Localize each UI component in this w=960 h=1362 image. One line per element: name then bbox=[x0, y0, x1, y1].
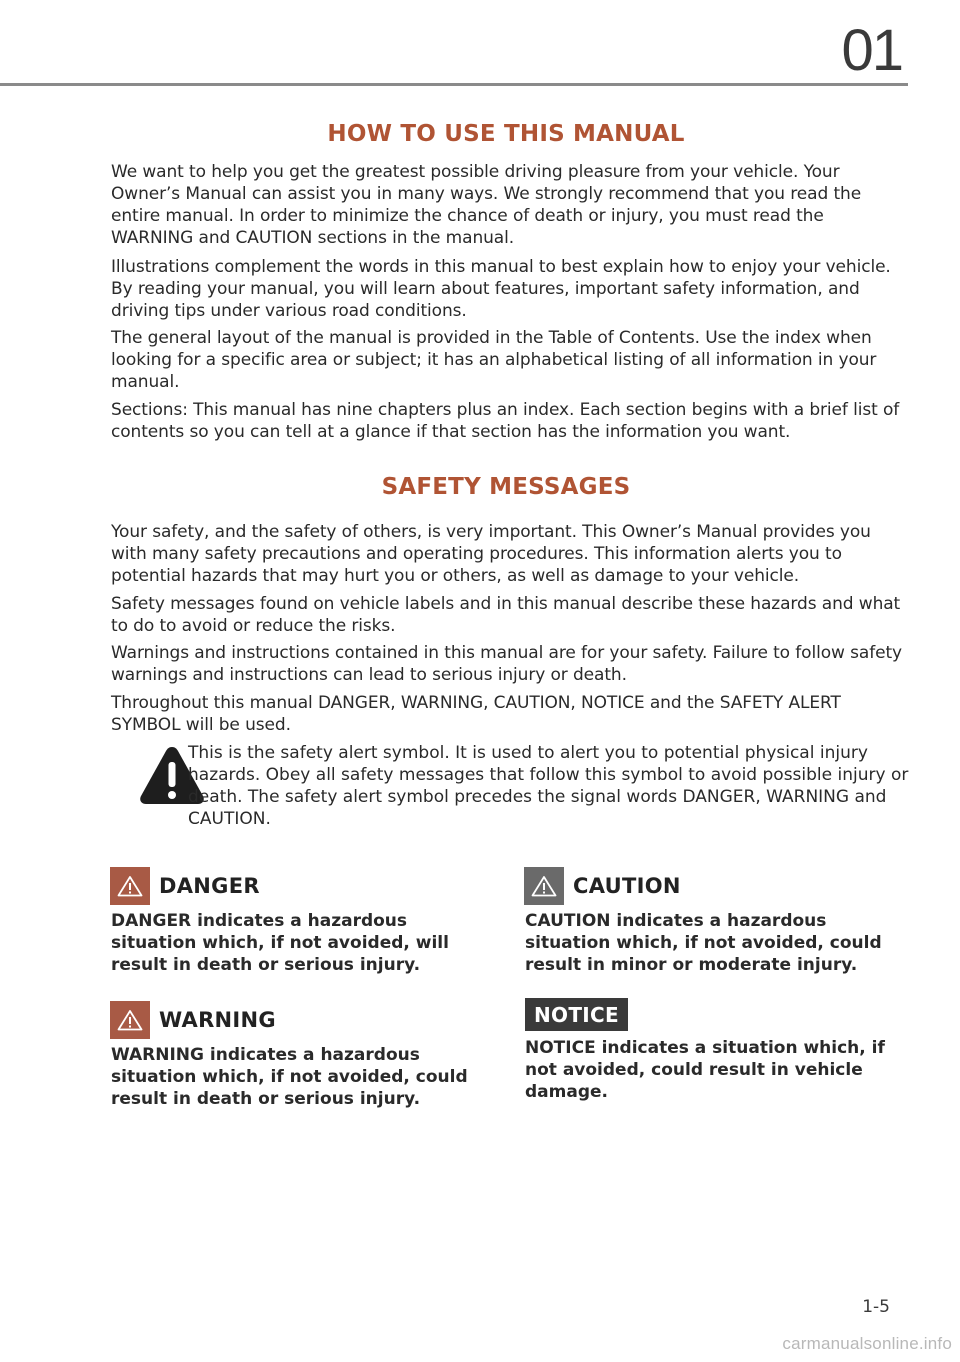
caution-label: CAUTION bbox=[573, 874, 681, 898]
safety-paragraph: Your safety, and the safety of others, is very important. This Owner’s Manual provides you with many safety precautions and operating procedures. This information alerts you to potential hazards that may hurt you or others, as well as damage to your vehicle. bbox=[111, 522, 871, 586]
page-number: 1-5 bbox=[862, 1297, 890, 1317]
warning-triangle-icon bbox=[117, 875, 143, 897]
alert-symbol-description: This is the safety alert symbol. It is used to alert you to potential physical injury hazards. Obey all safety messages that follow this symbol to avoid possible injury or death. The safety alert symbol precedes the signal words DANGER, WARNING and CAUTION. bbox=[188, 743, 909, 829]
header-divider bbox=[0, 83, 908, 86]
warning-description: WARNING indicates a hazardous situation which, if not avoided, could result in death or serious injury. bbox=[111, 1045, 468, 1109]
warning-triangle-icon bbox=[531, 875, 557, 897]
warning-signal bbox=[110, 1001, 276, 1039]
how-to-title: HOW TO USE THIS MANUAL bbox=[327, 121, 685, 147]
danger-label: DANGER bbox=[159, 874, 260, 898]
how-to-paragraph: We want to help you get the greatest possible driving pleasure from your vehicle. Your Owner’s Manual can assist you in many ways. We strongly recommend that you read the entire manual. In order to minimize the chance of death or injury, you must read the WARNING and CAUTION sections in the manual. bbox=[111, 162, 862, 248]
how-to-paragraph: Illustrations complement the words in this manual to best explain how to enjoy your vehicle. By reading your manual, you will learn about features, important safety information, and driving tips under various road conditions. bbox=[111, 257, 891, 321]
danger-signal bbox=[110, 867, 260, 905]
caution-signal bbox=[524, 867, 681, 905]
watermark: carmanualsonline.info bbox=[782, 1334, 952, 1353]
warning-badge bbox=[110, 1001, 150, 1039]
safety-title: SAFETY MESSAGES bbox=[381, 474, 631, 500]
warning-triangle-icon bbox=[117, 1009, 143, 1031]
warning-label: WARNING bbox=[159, 1008, 276, 1032]
safety-paragraph: Warnings and instructions contained in this manual are for your safety. Failure to follow safety warnings and instructions can lead to serious injury or death. bbox=[111, 643, 902, 685]
safety-paragraph: Throughout this manual DANGER, WARNING, CAUTION, NOTICE and the SAFETY ALERT SYMBOL will be used. bbox=[111, 693, 841, 735]
danger-badge bbox=[110, 867, 150, 905]
caution-description: CAUTION indicates a hazardous situation which, if not avoided, could result in minor or moderate injury. bbox=[525, 911, 882, 975]
how-to-paragraph: The general layout of the manual is provided in the Table of Contents. Use the index when looking for a specific area or subject; it has an alphabetical listing of all information in your manual. bbox=[111, 328, 877, 392]
danger-description: DANGER indicates a hazardous situation which, if not avoided, will result in death or serious injury. bbox=[111, 911, 449, 975]
notice-description: NOTICE indicates a situation which, if not avoided, could result in vehicle damage. bbox=[525, 1038, 885, 1102]
chapter-number: 01 bbox=[841, 18, 902, 83]
safety-paragraph: Safety messages found on vehicle labels and in this manual describe these hazards and what to do to avoid or reduce the risks. bbox=[111, 594, 901, 636]
notice-badge: NOTICE bbox=[525, 998, 628, 1031]
how-to-paragraph: Sections: This manual has nine chapters plus an index. Each section begins with a brief list of contents so you can tell at a glance if that section has the information you want. bbox=[111, 400, 900, 442]
caution-badge bbox=[524, 867, 564, 905]
